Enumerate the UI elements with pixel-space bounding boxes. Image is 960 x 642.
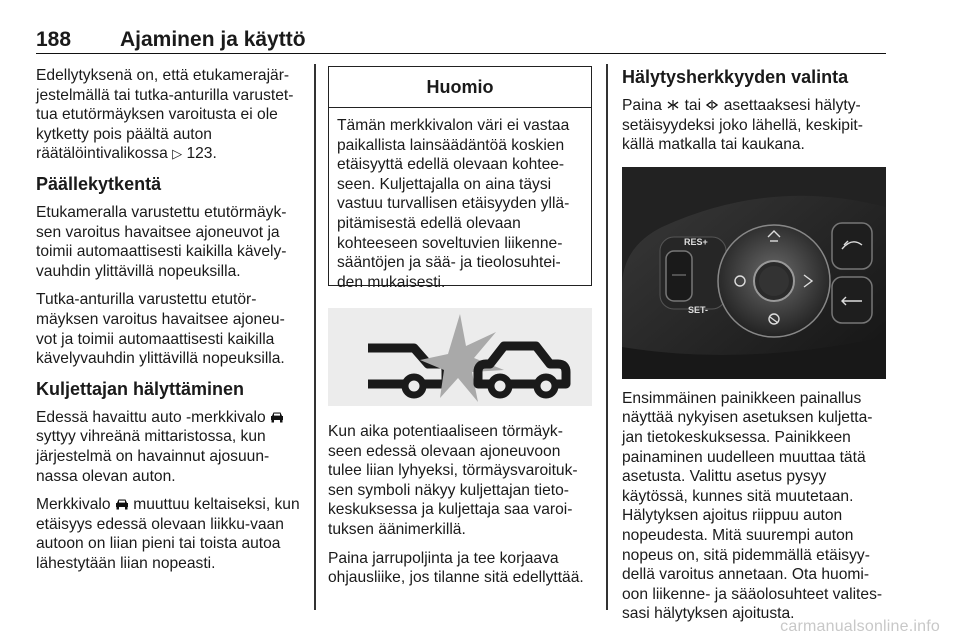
set-label: SET- bbox=[688, 304, 709, 315]
paragraph-brake: Paina jarrupoljinta ja tee korjaava ohjausliike, jos tilanne sitä edellyttää. bbox=[328, 549, 584, 587]
page-ref-icon: ▷ bbox=[172, 146, 183, 162]
paragraph-collision-warning: Kun aika potentiaaliseen törmäyk-seen edessä olevaan ajoneuvoon tulee liian lyhyeksi, törmäysvaroituk-sen symboli näkyy kuljettajan tieto-keskuksessa ja kuljettaja saa varoi-tuksen äänimerkillä. bbox=[328, 423, 578, 538]
vehicle-ahead-icon bbox=[115, 498, 129, 510]
paragraph-sensitivity: Paina tai asettaaksesi hälyty-setäisyydeksi joko lähellä, keskipit-källä matkalla tai kaukana. bbox=[622, 97, 863, 154]
paragraph-radar: Tutka-anturilla varustettu etutör-mäyksen varoitus havaitsee ajoneu-vot ja toimii automaattisesti kaikilla kävelyvauhdin ylittävillä nopeuksilla. bbox=[36, 291, 285, 368]
note-text: Tämän merkkivalon väri ei vastaa paikallista lainsäädäntöä koskien etäisyyttä edellä olevaan kohtee-seen. Kuljettajalla on aina täysi vastuu turvallisen etäisyyden yllä-pitämisestä edellä olevaan kohteeseen soveltuvien liikenne-sääntöjen ja sää- ja tieolosuhtei-den mukaisesti. bbox=[337, 117, 570, 291]
paragraph-yellow-indicator: Merkkivalo muuttuu keltaiseksi, kun etäisyys edessä olevaan liikku-vaan autoon on liian pieni tai toista autoa lähestytään liian nopeasti. bbox=[36, 496, 300, 572]
column-right bbox=[622, 66, 886, 633]
gap-increase-icon bbox=[666, 98, 680, 112]
chapter-title: Ajaminen ja käyttö bbox=[120, 28, 306, 51]
watermark-text: carmanualsonline.info bbox=[780, 618, 940, 635]
collision-warning-illustration bbox=[328, 308, 592, 406]
page-header bbox=[36, 26, 886, 54]
gap-decrease-icon bbox=[705, 98, 719, 112]
column-left bbox=[36, 66, 304, 582]
note-title: Huomio bbox=[329, 67, 591, 108]
page-ref: 123. bbox=[186, 145, 217, 163]
paragraph-first-press: Ensimmäinen painikkeen painallus näyttää nykyisen asetuksen kuljetta-jan tietokeskuksessa. Painikkeen painaminen uudelleen muuttaa tätä asetusta. Valittu asetus pysyy käytössä, kunnes sitä muutetaan. Hälytyksen ajoitus riippuu auton nopeudesta. Mitä suurempi auton nopeus on, sitä pidemmällä etäisyy-dellä varoitus annetaan. Ota huomi-oon liikenne- ja sääolosuhteet valites-sasi hälytyksen ajoitusta. bbox=[622, 389, 883, 623]
note-box bbox=[328, 66, 592, 291]
vehicle-ahead-icon bbox=[270, 411, 284, 423]
column-divider-2 bbox=[606, 64, 608, 610]
paragraph-green-indicator: Edessä havaittu auto -merkkivalo syttyy vihreänä mittaristossa, kun järjestelmä on havainnut ajosuun-nassa olevan auton. bbox=[36, 408, 304, 486]
steering-wheel-controls-photo bbox=[622, 167, 886, 379]
res-label: RES+ bbox=[684, 236, 708, 247]
paragraph-camera: Etukameralla varustettu etutörmäyk-sen varoitus havaitsee ajoneuvot ja toimii automaattisesti kaikilla kävely-vauhdin ylittävillä nopeuksilla. bbox=[36, 203, 287, 280]
page-number: 188 bbox=[36, 28, 72, 51]
intro-paragraph: Edellytyksenä on, että etukamerajär-jestelmällä tai tutka-anturilla varustet-tua etutörmäyksen varoitusta ei ole kytketty pois päältä auton räätälöintivalikossa ▷ 123. bbox=[36, 67, 294, 163]
column-divider-1 bbox=[314, 64, 316, 610]
collision-warning-symbol bbox=[328, 308, 592, 406]
heading-sensitivity: Hälytysherkkyyden valinta bbox=[622, 67, 849, 87]
column-middle bbox=[328, 66, 592, 597]
heading-driver-alert: Kuljettajan hälyttäminen bbox=[36, 378, 245, 399]
heading-activation: Päällekytkentä bbox=[36, 173, 162, 194]
